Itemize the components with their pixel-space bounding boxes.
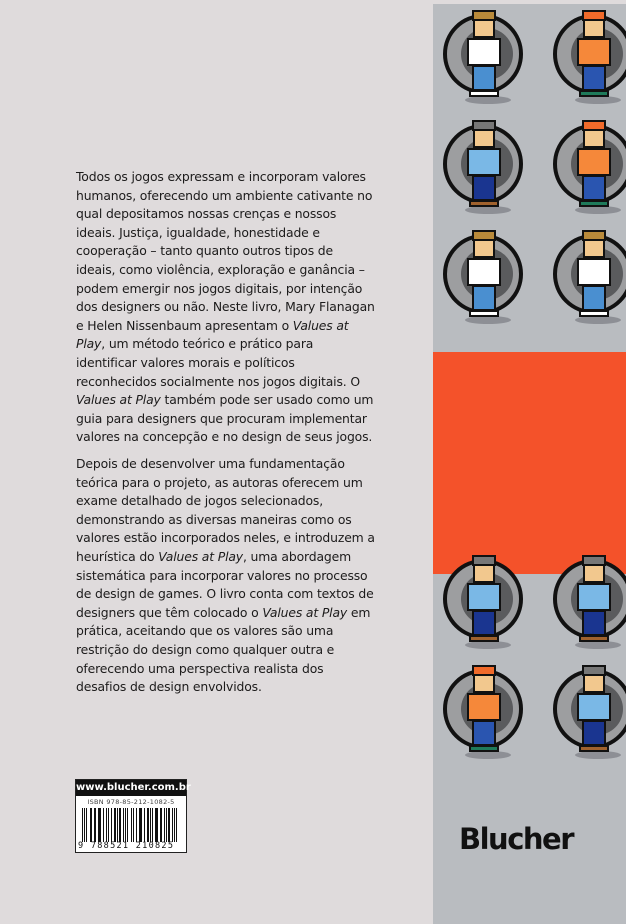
barcode-bar	[176, 808, 177, 842]
barcode-bar	[127, 808, 128, 842]
barcode-bar	[106, 808, 107, 842]
gamer-icon	[443, 553, 531, 653]
barcode-bar	[84, 808, 85, 842]
mechanic-icon	[553, 228, 626, 328]
blurb-paragraph-2	[76, 455, 376, 697]
book-title: Values at Play	[76, 392, 161, 408]
barcode-bar	[119, 808, 120, 842]
worker-icon	[553, 8, 626, 108]
text: também pode ser usado como um guia para designers que procuram implementar valores na concepção e no design de seus jogos.	[76, 392, 374, 445]
barcode-digits: 9 788521 210825	[78, 841, 175, 851]
text: , um método teórico e prático para identificar valores morais e políticos reconhecidos socialmente nos jogos digitais. O	[76, 336, 360, 389]
text: Depois de desenvolver uma fundamentação teórica para o projeto, as autoras oferecem um exame detalhado de jogos selecionados, demonstrando as diversas maneiras como os valores estão incorporados neles, e introduzem a heurística do	[76, 456, 375, 564]
barcode-bar	[166, 808, 167, 842]
barcode-bar	[144, 808, 145, 842]
orange-block	[433, 352, 626, 574]
book-title: Values at Play	[76, 317, 349, 352]
book-title: Values at Play	[262, 604, 348, 620]
barcode-bar	[91, 808, 92, 842]
illustration-panel	[433, 4, 626, 924]
barcode-bar	[174, 808, 175, 842]
barcode-bar	[98, 808, 99, 842]
gamer-icon	[553, 663, 626, 763]
publisher-logo: Blucher	[459, 822, 573, 856]
isbn-barcode	[75, 779, 191, 853]
barcode-bar	[157, 808, 158, 842]
text: em prática, aceitando que os valores são uma restrição do design como qualquer outra e oferecendo uma perspectiva realista dos desafios de design envolvidos.	[76, 604, 371, 695]
barcode-bar	[131, 808, 132, 842]
barcode-bar	[136, 808, 137, 842]
book-title: Values at Play	[158, 548, 243, 564]
barcode-bar	[160, 808, 162, 842]
barcode-bar	[152, 808, 153, 842]
barcode-bar	[103, 808, 104, 842]
gamer-icon	[443, 118, 531, 218]
barcode-bar	[140, 808, 142, 842]
barcode-bar	[86, 808, 87, 842]
mechanic-icon	[443, 8, 531, 108]
gamer-icon	[553, 553, 626, 653]
barcode-bar	[114, 808, 116, 842]
blurb-paragraph-1	[76, 168, 376, 447]
barcode-bar	[117, 808, 118, 842]
publisher-url: www.blucher.com.br	[76, 780, 186, 796]
barcode-bar	[100, 808, 101, 842]
isbn-number: ISBN 978-85-212-1082-5	[87, 798, 175, 806]
barcode-bars	[82, 808, 180, 842]
barcode-bar	[94, 808, 96, 842]
text: Todos os jogos expressam e incorporam valores humanos, oferecendo um ambiente cativante no qual depositamos nossas crenças e nossos ideais. Justiça, igualdade, honestidade e cooperação – tanto quanto outros tipos de ideais, como violência, exploração e ganância – podem emergir nos jogos digitais, por intenção dos designers ou não. Neste livro, Mary Flanagan e Helen Nissenbaum apresentam o	[76, 169, 375, 333]
barcode-bar	[168, 808, 169, 842]
text: , uma abordagem sistemática para incorporar valores no processo de design de games. O livro conta com textos de designers que têm colocado o	[76, 548, 374, 620]
worker-icon	[443, 663, 531, 763]
barcode-bar	[111, 808, 112, 842]
barcode-bar	[147, 808, 148, 842]
barcode-bar	[133, 808, 134, 842]
barcode-bar	[155, 808, 156, 842]
mechanic-icon	[443, 228, 531, 328]
barcode-bar	[150, 808, 151, 842]
barcode-bar	[125, 808, 126, 842]
barcode-bar	[108, 808, 109, 842]
worker-icon	[553, 118, 626, 218]
